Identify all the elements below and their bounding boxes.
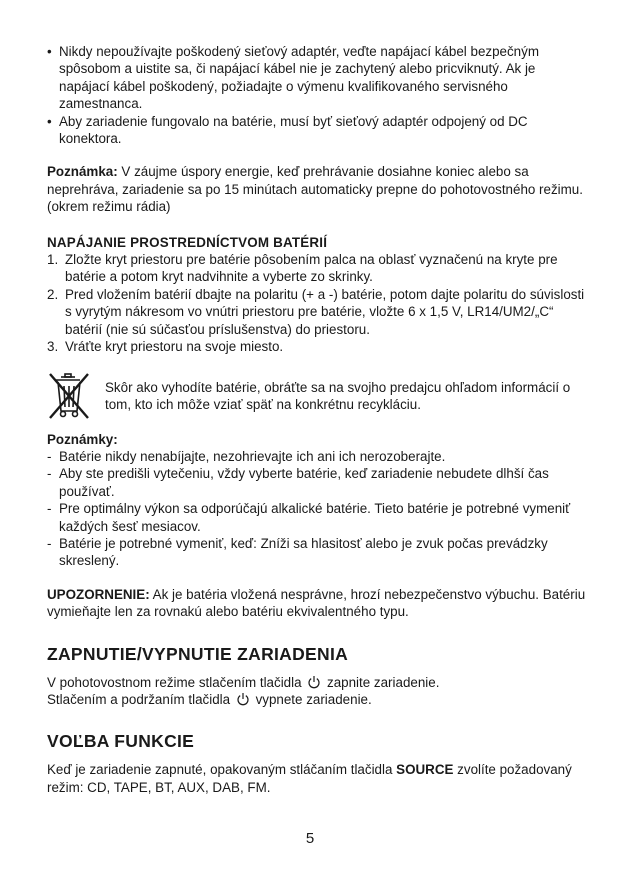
list-item: • Nikdy nepoužívajte poškodený sieťový adaptér, veďte napájací kábel bezpečným spôsobom a uistite sa, či napájací kábel nie je zachytený alebo pricviknutý. Ak je napájací kábel poškodený, požiadajte o výmenu kvalifikovaného servisného zamestnanca. [47,43,587,113]
power-line-off: Stlačením a podržaním tlačidla vypnete zariadenie. [47,691,372,707]
list-item: 2. Pred vložením batérií dbajte na polaritu (+ a -) batérie, potom dajte polaritu do súvislosti s vyrytým nákresom vo vnútri priestoru pre batérie, vložte 6 x 1,5 V, LR14/UM2/„C“ batérií (nie sú súčasťou príslušenstva) do priestoru. [47,286,585,337]
list-item: - Aby ste predišli vytečeniu, vždy vyberte batérie, keď zariadenie nebudete dlhší čas používať. [47,465,587,500]
page-number: 5 [305,830,315,847]
battery-steps [47,251,587,355]
notes-label: Poznámky: [47,431,118,447]
recycling-block [47,373,587,421]
source-label: SOURCE [396,762,454,778]
power-line-on: V pohotovostnom režime stlačením tlačidla zapnite zariadenie. [47,674,440,690]
list-item: - Batérie je potrebné vymeniť, keď: Zníži sa hlasitosť alebo je zvuk počas prevádzky skreslený. [47,535,587,570]
power-saving-note [47,163,587,215]
battery-heading: NAPÁJANIE PROSTREDNÍCTVOM BATÉRIÍ [47,234,328,250]
list-item: • Aby zariadenie fungovalo na batérie, musí byť sieťový adaptér odpojený od DC konektora. [47,113,587,148]
list-item: - Batérie nikdy nenabíjajte, nezohrievajte ich ani ich nerozoberajte. [47,448,587,465]
notes-list [47,448,587,570]
power-icon [236,692,250,706]
warning-label: UPOZORNENIE: [47,586,150,602]
note-text: V záujme úspory energie, keď prehrávanie dosiahne koniec alebo sa neprehráva, zariadenie sa po 15 minútach automaticky prepne do pohotovostného režimu. (okrem režimu rádia) [47,164,583,215]
warning-paragraph [47,586,587,621]
list-item: 1. Zložte kryt priestoru pre batérie pôsobením palca na oblasť vyznačenú na kryte pre batérie a potom kryt nadvihnite a vyberte zo skrinky. [47,252,558,285]
function-text: Keď je zariadenie zapnuté, opakovaným stláčaním tlačidla SOURCE zvolíte požadovaný režim: CD, TAPE, BT, AUX, DAB, FM. [47,762,572,795]
recycling-text: Skôr ako vyhodíte batérie, obráťte sa na svojho predajcu ohľadom informácií o tom, kto ich môže vziať späť na konkrétnu recykláciu. [105,379,571,412]
note-label: Poznámka: [47,164,118,180]
list-item: - Pre optimálny výkon sa odporúčajú alkalické batérie. Tieto batérie je potrebné vymeniť každých šesť mesiacov. [47,500,587,535]
safety-bullets [47,43,587,147]
list-item: 3. Vráťte kryt priestoru na svoje miesto. [47,339,284,355]
power-heading: ZAPNUTIE/VYPNUTIE ZARIADENIA [47,643,349,664]
warning-text: Ak je batéria vložená nesprávne, hrozí nebezpečenstvo výbuchu. Batériu vymieňajte len za rovnakú alebo batériu ekvivalentného typu. [47,586,586,620]
function-heading: VOĽBA FUNKCIE [47,731,195,752]
power-icon [307,675,321,689]
manual-page [47,43,587,796]
crossed-out-bin-icon [47,371,91,421]
